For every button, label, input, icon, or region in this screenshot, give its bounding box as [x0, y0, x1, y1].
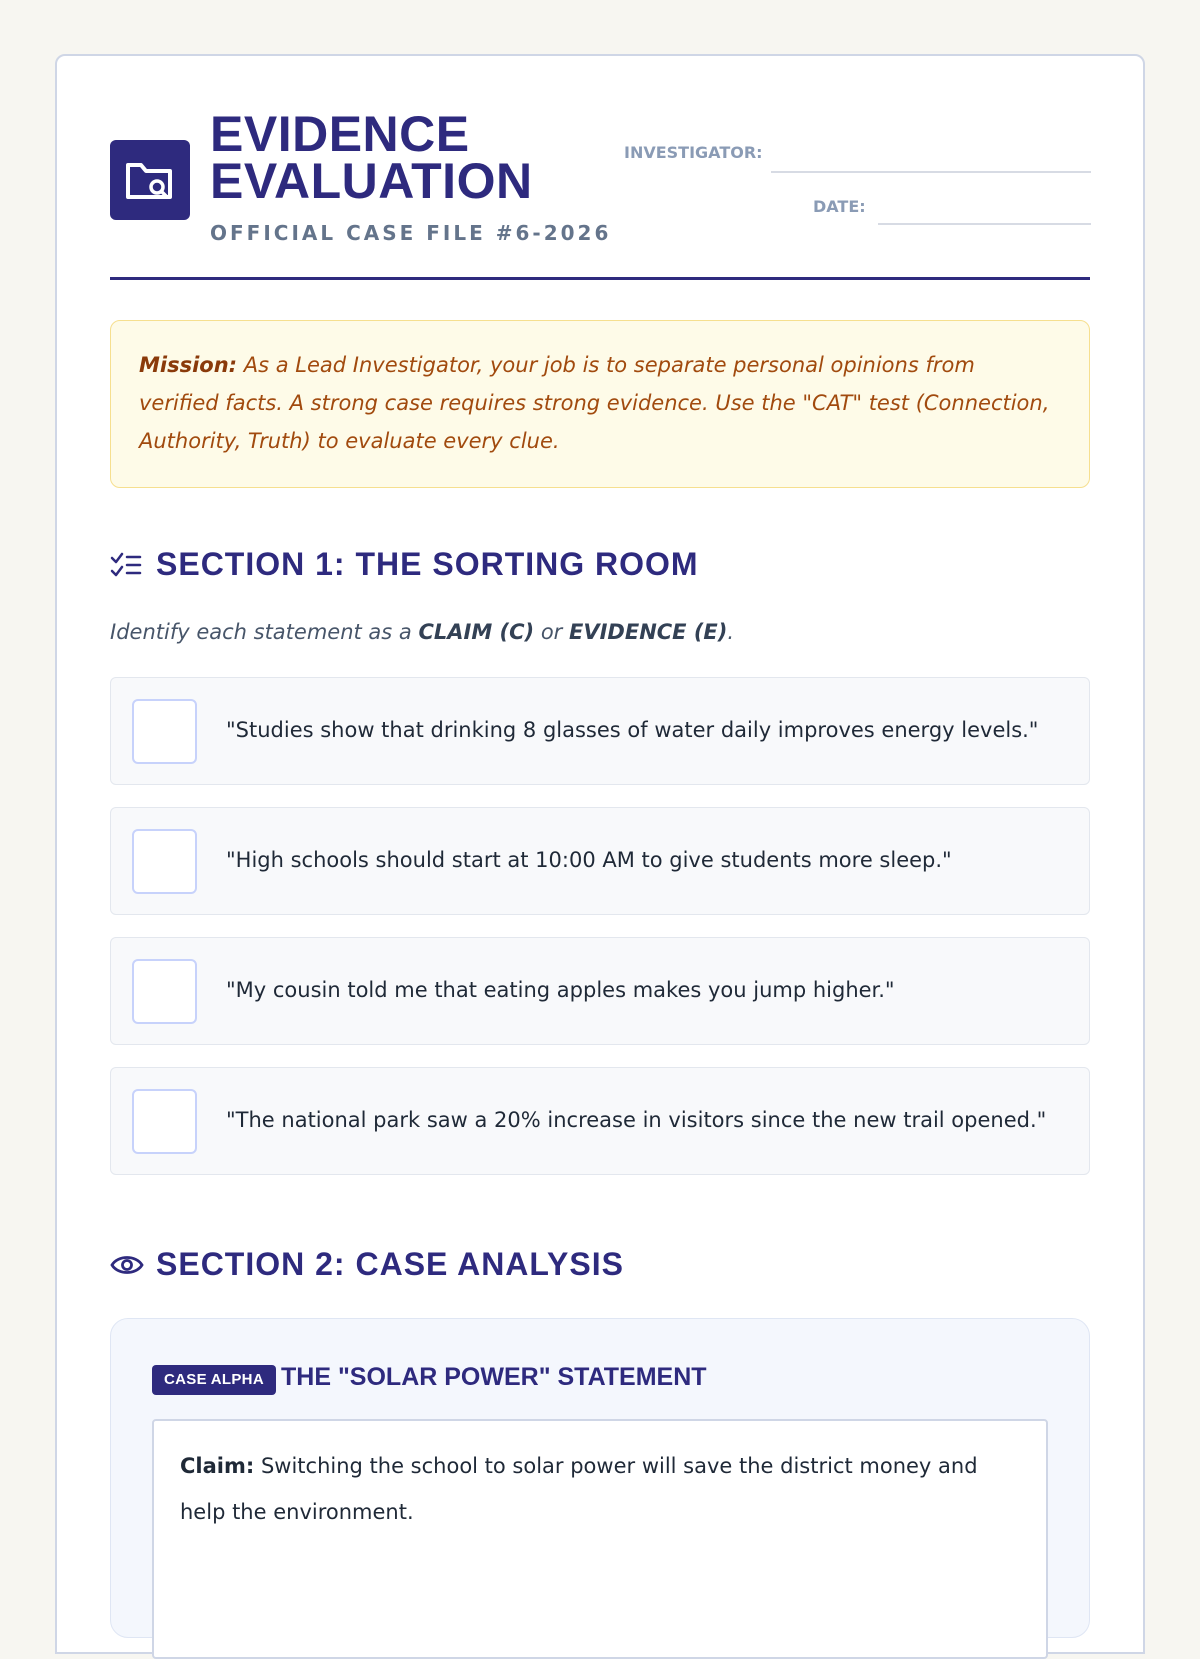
statement-row [110, 677, 1090, 785]
mission-callout [110, 320, 1090, 488]
case-badge: CASE ALPHA [152, 1365, 276, 1395]
case-card [110, 1318, 1090, 1638]
eye-icon [110, 1250, 144, 1288]
claim-label: Claim: [180, 1454, 255, 1478]
checklist-icon [110, 550, 142, 588]
folder-search-icon [110, 140, 190, 220]
answer-box[interactable] [132, 959, 197, 1024]
claim-box [152, 1419, 1048, 1659]
case-title: THE "SOLAR POWER" STATEMENT [281, 1363, 707, 1391]
instruction-claim: CLAIM (C) [418, 620, 535, 644]
statement-row [110, 807, 1090, 915]
section-2-title: SECTION 2: CASE ANALYSIS [156, 1246, 624, 1282]
mission-text: As a Lead Investigator, your job is to separate personal opinions from verified facts. A strong case requires strong evidence. Use the "CAT" test (Connection, Authority, Truth) to evaluate every clue. [139, 353, 1050, 453]
page-title-line-2: EVALUATION [210, 153, 533, 209]
date-field[interactable] [878, 223, 1091, 225]
answer-box[interactable] [132, 1089, 197, 1154]
answer-box[interactable] [132, 829, 197, 894]
claim-text: Switching the school to solar power will save the district money and help the environment. [180, 1454, 978, 1524]
statement-row [110, 937, 1090, 1045]
answer-box[interactable] [132, 699, 197, 764]
instruction-evidence: EVIDENCE (E) [569, 620, 728, 644]
case-file-subtitle: OFFICIAL CASE FILE #6-2026 [210, 221, 612, 245]
page-title-line-1: EVIDENCE [210, 106, 470, 162]
statement-text: "High schools should start at 10:00 AM to give students more sleep." [226, 848, 952, 872]
section-1-title: SECTION 1: THE SORTING ROOM [156, 546, 699, 582]
statement-row [110, 1067, 1090, 1175]
investigator-label: INVESTIGATOR: [624, 143, 763, 162]
instruction-or: or [534, 620, 569, 644]
investigator-field[interactable] [771, 171, 1091, 173]
header-divider [110, 277, 1090, 280]
statement-text: "My cousin told me that eating apples makes you jump higher." [226, 978, 895, 1002]
mission-label: Mission: [139, 353, 238, 377]
statement-text: "The national park saw a 20% increase in visitors since the new trail opened." [226, 1108, 1047, 1132]
statement-text: "Studies show that drinking 8 glasses of water daily improves energy levels." [226, 718, 1039, 742]
instruction-suffix: . [727, 620, 735, 644]
instruction-prefix: Identify each statement as a [110, 620, 419, 644]
date-label: DATE: [813, 197, 866, 216]
section-1-instruction [110, 620, 734, 644]
